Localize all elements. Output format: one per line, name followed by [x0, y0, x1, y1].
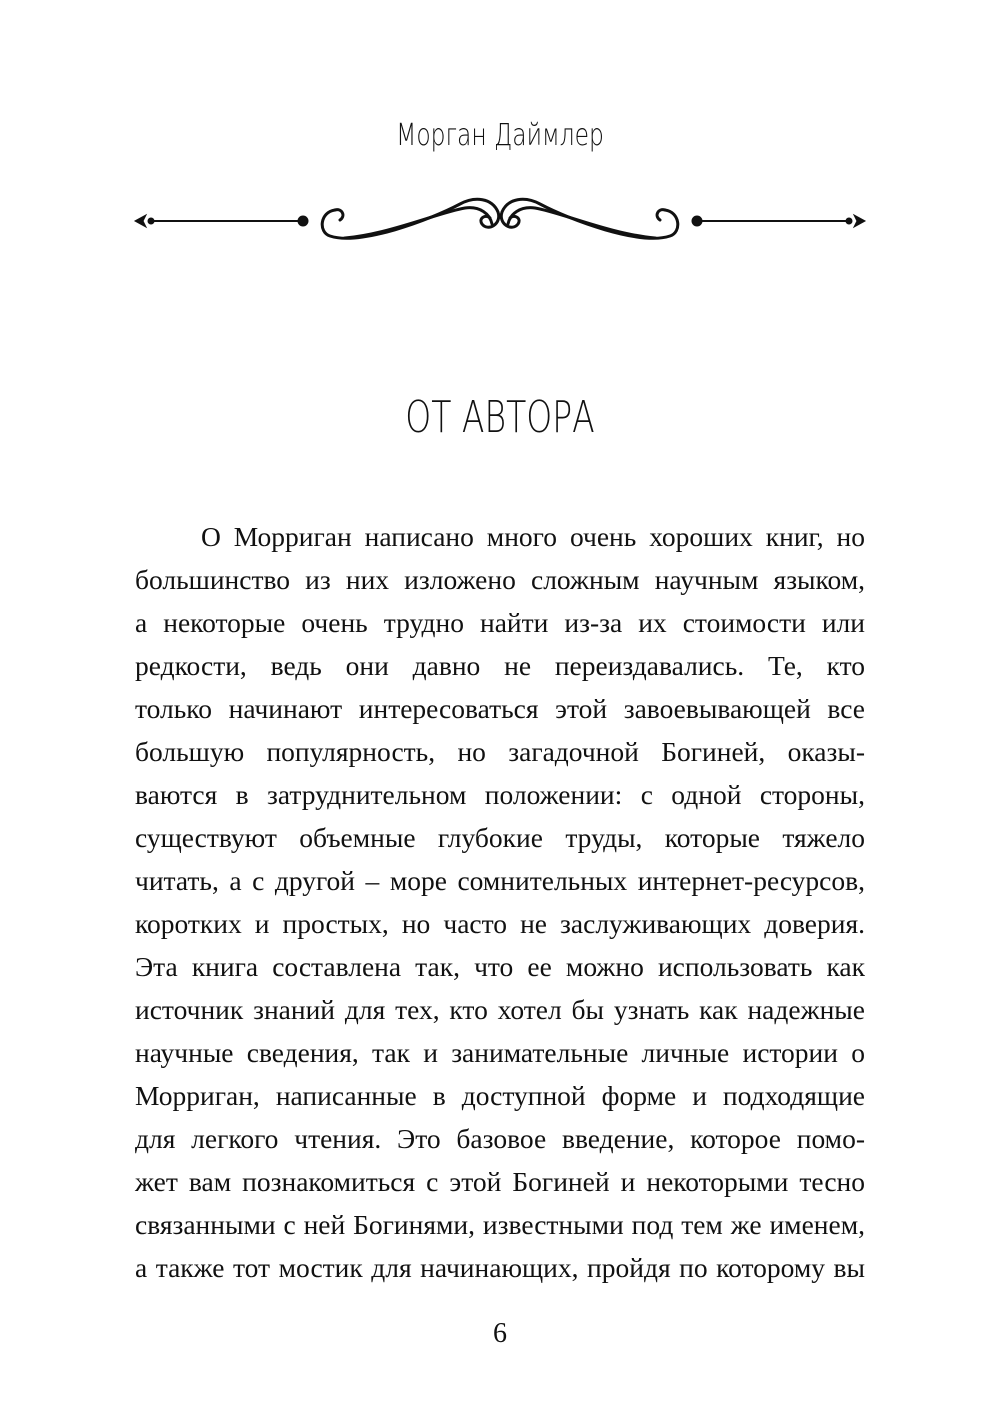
body-paragraph: [135, 515, 865, 1289]
text-line: ваются в затруднительном положении: с одной стороны,: [135, 779, 865, 810]
text-line: жет вам познакомиться с этой Богиней и некоторыми тесно: [135, 1166, 865, 1197]
page-number: 6: [493, 1318, 507, 1349]
text-line: связанными с ней Богинями, известными под тем же именем,: [135, 1209, 865, 1240]
running-head-author: Морган Даймлер: [396, 118, 604, 153]
text-line: читать, а с другой – море сомнительных интернет-ресурсов,: [135, 865, 865, 896]
text-line: Эта книга составлена так, что ее можно использовать как: [135, 951, 865, 982]
text-line: коротких и простых, но часто не заслуживающих доверия.: [135, 908, 865, 939]
text-line: а некоторые очень трудно найти из-за их стоимости или: [135, 607, 865, 638]
text-line: существуют объемные глубокие труды, которые тяжело: [135, 822, 865, 853]
text-line: только начинают интересоваться этой завоевывающей все: [135, 693, 865, 724]
text-line: Морриган, написанные в доступной форме и подходящие: [135, 1080, 865, 1111]
text-line: а также тот мостик для начинающих, пройдя по которому вы: [135, 1252, 865, 1283]
text-line: редкости, ведь они давно не переиздавались. Те, кто: [135, 650, 865, 681]
text-line: научные сведения, так и занимательные личные истории о: [135, 1037, 865, 1068]
text-line: источник знаний для тех, кто хотел бы узнать как надежные: [135, 994, 865, 1025]
text-line: большую популярность, но загадочной Богиней, оказы-: [135, 736, 865, 767]
text-line: О Морриган написано много очень хороших книг, но: [201, 521, 865, 552]
chapter-title: ОТ АВТОРА: [405, 392, 595, 443]
text-line: большинство из них изложено сложным научным языком,: [135, 564, 865, 595]
ornament-divider-icon: [130, 190, 870, 250]
text-line: для легкого чтения. Это базовое введение, которое помо-: [135, 1123, 865, 1154]
